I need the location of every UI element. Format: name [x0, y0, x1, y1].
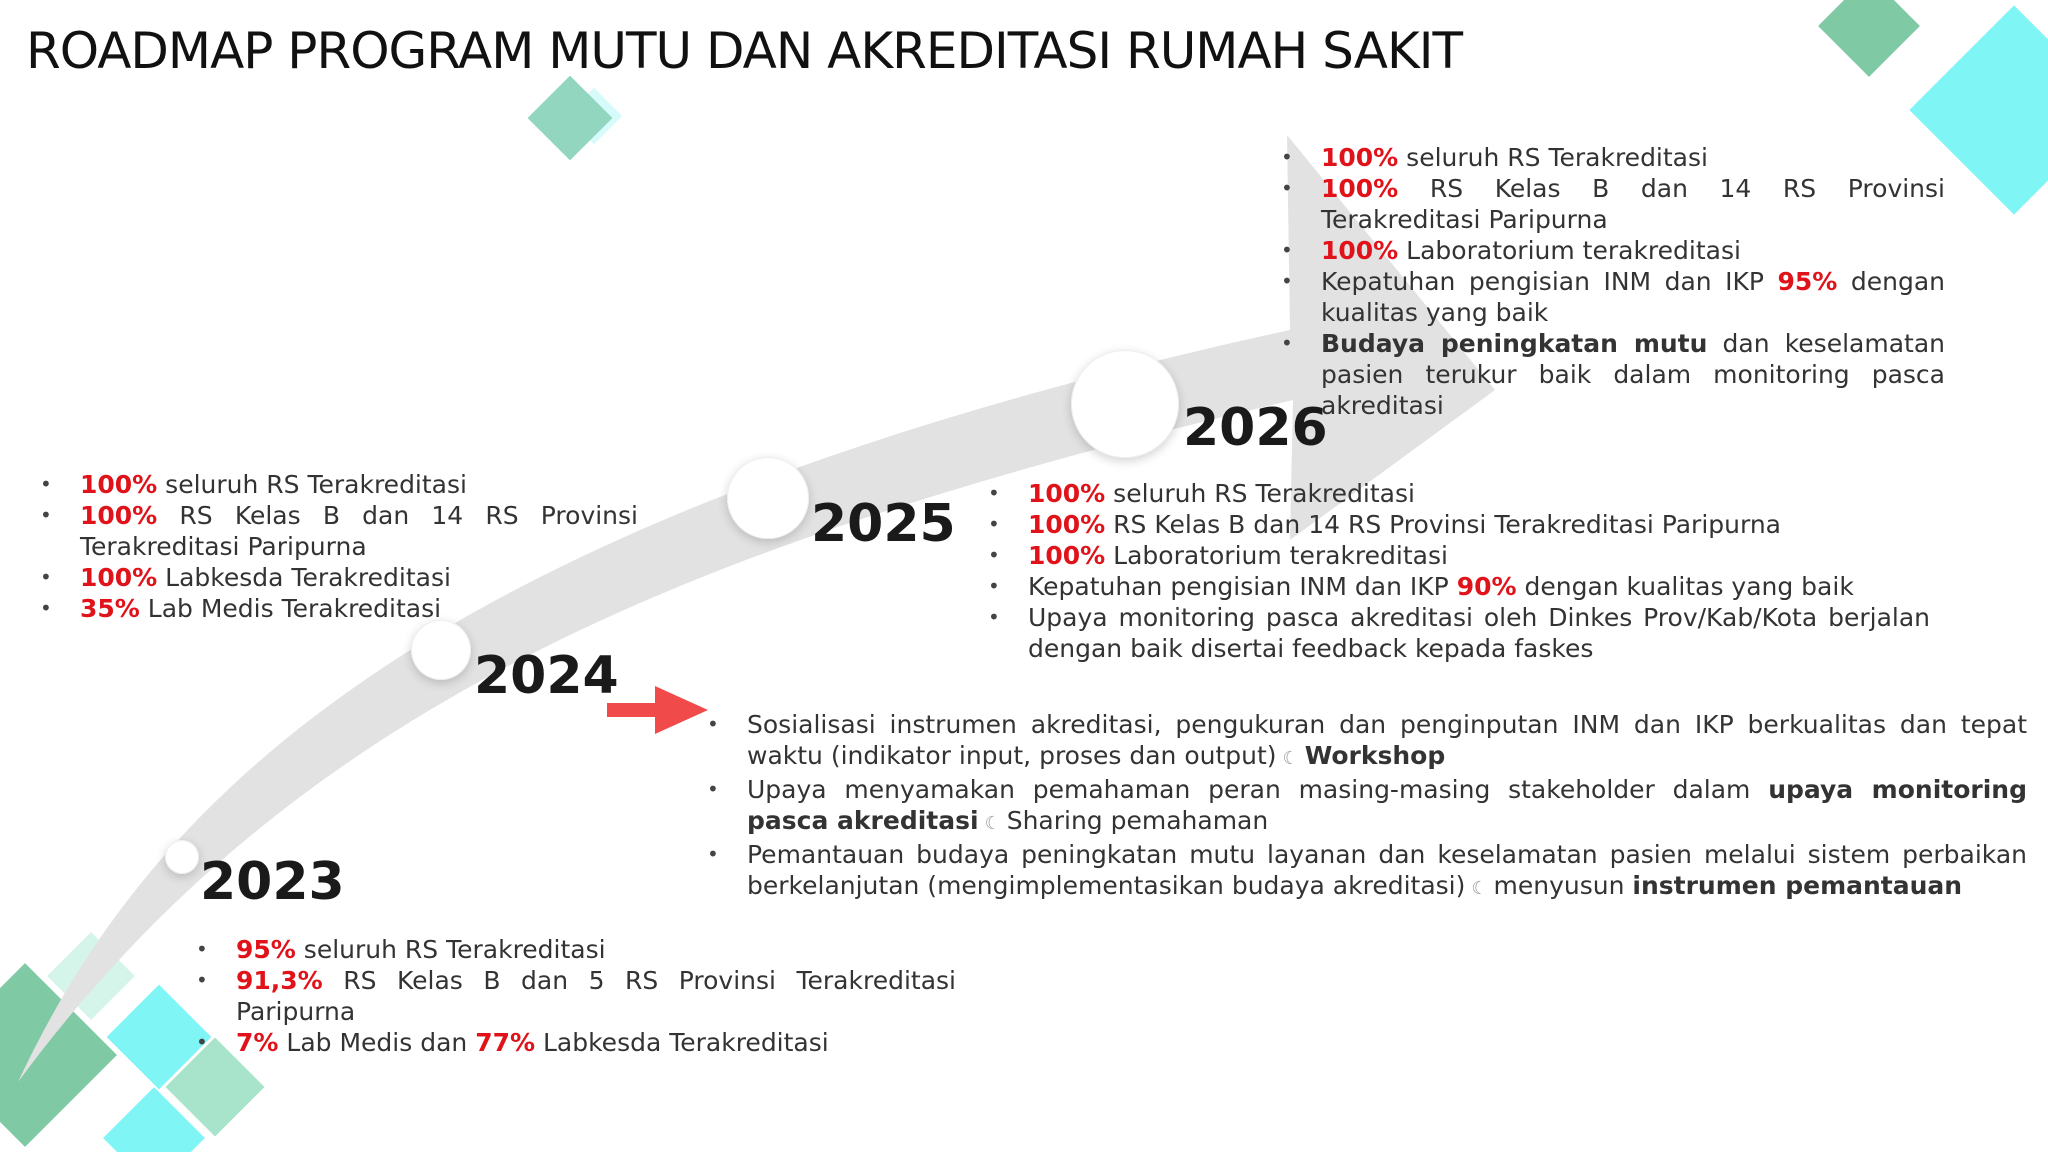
list-item: • 100% Laboratorium terakreditasi	[1281, 235, 1945, 266]
list-item: • 35% Lab Medis Terakreditasi	[40, 593, 638, 624]
diamond-teal-small	[528, 76, 613, 161]
milestone-list-2023	[196, 934, 956, 1058]
list-item: • 100% seluruh RS Terakreditasi	[988, 478, 1930, 509]
year-label-2025: 2025	[811, 494, 956, 554]
moon-icon: ☾	[1282, 748, 1299, 769]
list-item: • 100% Laboratorium terakreditasi	[988, 540, 1930, 571]
list-item: • 95% seluruh RS Terakreditasi	[196, 934, 956, 965]
list-item: • 100% Labkesda Terakreditasi	[40, 562, 638, 593]
milestone-circle-2026	[1071, 350, 1179, 458]
list-item: • 100% seluruh RS Terakreditasi	[1281, 142, 1945, 173]
moon-icon: ☾	[984, 813, 1001, 834]
list-item: • 100% RS Kelas B dan 14 RS Provinsi Terakreditasi Paripurna	[988, 509, 1930, 540]
milestone-list-2024	[40, 469, 638, 624]
list-item: • 100% seluruh RS Terakreditasi	[40, 469, 638, 500]
milestone-list-2025	[988, 478, 1930, 664]
milestone-circle-2024	[411, 620, 471, 680]
page-title: ROADMAP PROGRAM MUTU DAN AKREDITASI RUMAH SAKIT	[26, 22, 1463, 80]
list-item: • Budaya peningkatan mutu dan keselamatan pasien terukur baik dalam monitoring pasca akreditasi	[1281, 328, 1945, 421]
action-list	[707, 709, 2027, 904]
diamond-teal-top	[1818, 0, 1920, 77]
year-label-2023: 2023	[200, 852, 345, 912]
list-item: • 91,3% RS Kelas B dan 5 RS Provinsi Terakreditasi Paripurna	[196, 965, 956, 1027]
list-item: • Kepatuhan pengisian INM dan IKP 95% dengan kualitas yang baik	[1281, 266, 1945, 328]
moon-icon: ☾	[1471, 878, 1488, 899]
list-item: • Pemantauan budaya peningkatan mutu layanan dan keselamatan pasien melalui sistem perbaikan berkelanjutan (mengimplementasikan budaya akreditasi) ☾ menyusun instrumen pemantauan	[707, 839, 2027, 904]
milestone-circle-2023	[165, 840, 199, 874]
red-arrow-icon	[607, 686, 708, 734]
milestone-list-2026	[1281, 142, 1945, 421]
milestone-circle-2025	[727, 457, 809, 539]
year-label-2024: 2024	[474, 646, 619, 706]
year-label-2026: 2026	[1183, 398, 1328, 458]
list-item: • Upaya menyamakan pemahaman peran masing-masing stakeholder dalam upaya monitoring pasca akreditasi ☾ Sharing pemahaman	[707, 774, 2027, 839]
list-item: • Sosialisasi instrumen akreditasi, pengukuran dan penginputan INM dan IKP berkualitas dan tepat waktu (indikator input, proses dan output) ☾ Workshop	[707, 709, 2027, 774]
list-item: • 100% RS Kelas B dan 14 RS Provinsi Terakreditasi Paripurna	[1281, 173, 1945, 235]
list-item: • 7% Lab Medis dan 77% Labkesda Terakreditasi	[196, 1027, 956, 1058]
list-item: • Kepatuhan pengisian INM dan IKP 90% dengan kualitas yang baik	[988, 571, 1930, 602]
list-item: • 100% RS Kelas B dan 14 RS Provinsi Terakreditasi Paripurna	[40, 500, 638, 562]
list-item: • Upaya monitoring pasca akreditasi oleh Dinkes Prov/Kab/Kota berjalan dengan baik disertai feedback kepada faskes	[988, 602, 1930, 664]
